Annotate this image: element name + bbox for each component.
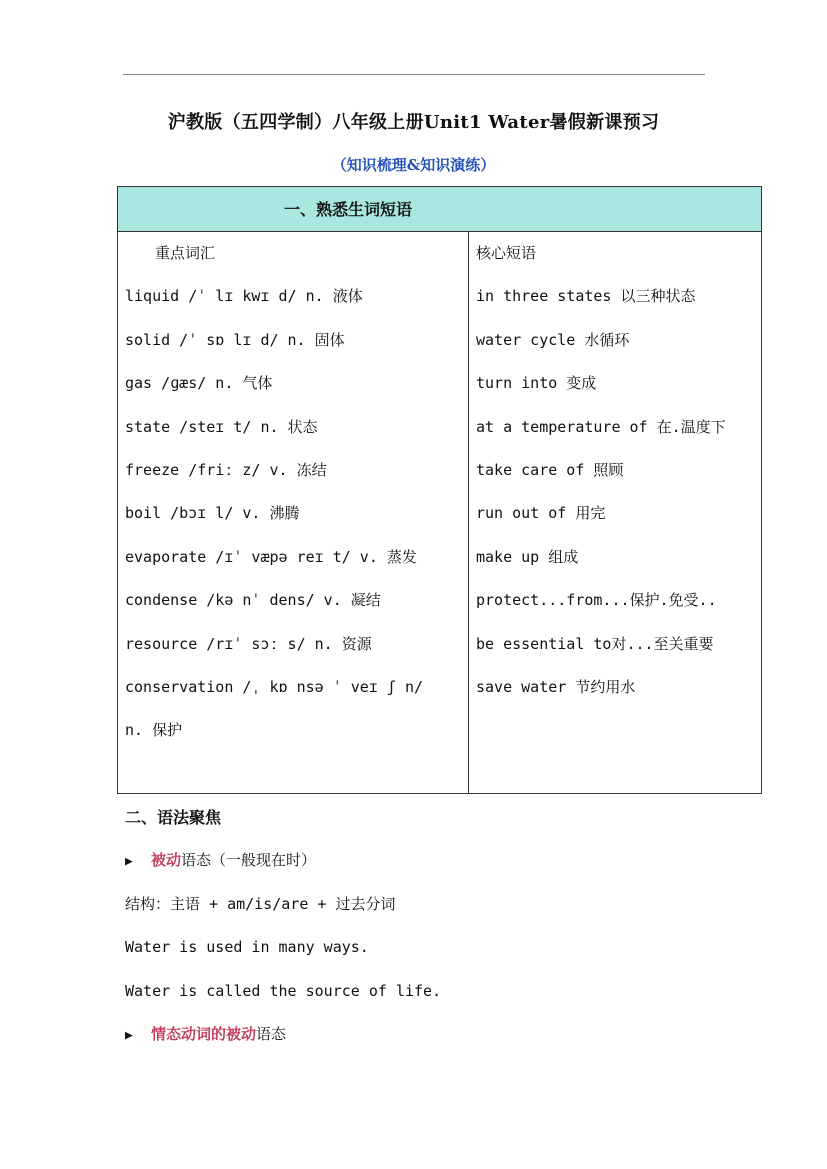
key-vocabulary-heading: 重点词汇 (155, 244, 216, 262)
phrase-row: water cycle 水循环 (476, 330, 630, 349)
vocab-row: gas /ɡæs/ n. 气体 (125, 374, 273, 393)
bullet-highlight: 情态动词的被动 (151, 1024, 257, 1043)
column-divider (468, 232, 469, 793)
grammar-section (125, 796, 765, 1056)
phrase-row: at a temperature of 在.温度下 (476, 417, 726, 436)
bullet-text: 语态 (256, 1024, 287, 1043)
vocab-row: state /steɪ t/ n. 状态 (125, 417, 318, 436)
vocab-row: condense /kə nˈ dens/ v. 凝结 (125, 591, 381, 610)
phrase-row: take care of 照顾 (476, 460, 624, 479)
core-phrases-column (476, 232, 758, 709)
example-sentence: Water is used in many ways. (125, 938, 369, 957)
example-sentence: Water is called the source of life. (125, 981, 442, 1000)
page-title: 沪教版（五四学制）八年级上册Unit1 Water暑假新课预习 (167, 112, 660, 133)
vocab-row: liquid /ˈ lɪ kwɪ d/ n. 液体 (125, 287, 363, 306)
phrase-row: in three states 以三种状态 (476, 287, 696, 306)
phrase-row: make up 组成 (476, 547, 579, 566)
vocab-row: boil /bɔɪ l/ v. 沸腾 (125, 504, 300, 523)
bullet-passive-present (125, 839, 765, 882)
header-rule (123, 74, 705, 75)
vocab-row: solid /ˈ sɒ lɪ d/ n. 固体 (125, 330, 345, 349)
phrase-row: turn into 变成 (476, 374, 597, 393)
vocab-row: n. 保护 (125, 721, 183, 740)
phrase-row: save water 节约用水 (476, 677, 636, 696)
vocabulary-table (117, 186, 762, 794)
key-vocabulary-column (125, 232, 461, 753)
phrase-row: protect...from...保护.免受.. (476, 591, 717, 610)
page-subtitle: （知识梳理&知识演练） (331, 156, 496, 174)
bullet-highlight: 被动 (151, 851, 182, 870)
section-title-vocabulary: 一、熟悉生词短语 (118, 187, 761, 232)
vocab-row: resource /rɪˈ sɔː s/ n. 资源 (125, 634, 372, 653)
vocab-row: conservation /ˌ kɒ nsə ˈ veɪ ʃ n/ (125, 677, 424, 696)
grammar-heading: 二、语法聚焦 (125, 808, 222, 827)
phrase-row: run out of 用完 (476, 504, 606, 523)
core-phrases-heading: 核心短语 (476, 244, 537, 262)
vocab-row: freeze /friː z/ v. 冻结 (125, 460, 327, 479)
vocab-row: evaporate /ɪˈ væpə reɪ t/ v. 蒸发 (125, 547, 417, 566)
structure-line: 结构：主语 + am/is/are + 过去分词 (125, 894, 396, 913)
bullet-modal-passive (125, 1013, 765, 1056)
triangle-bullet-icon: ▶ (125, 854, 133, 870)
phrase-row: be essential to对...至关重要 (476, 634, 714, 653)
bullet-text: 语态（一般现在时） (181, 851, 317, 870)
triangle-bullet-icon: ▶ (125, 1027, 133, 1043)
